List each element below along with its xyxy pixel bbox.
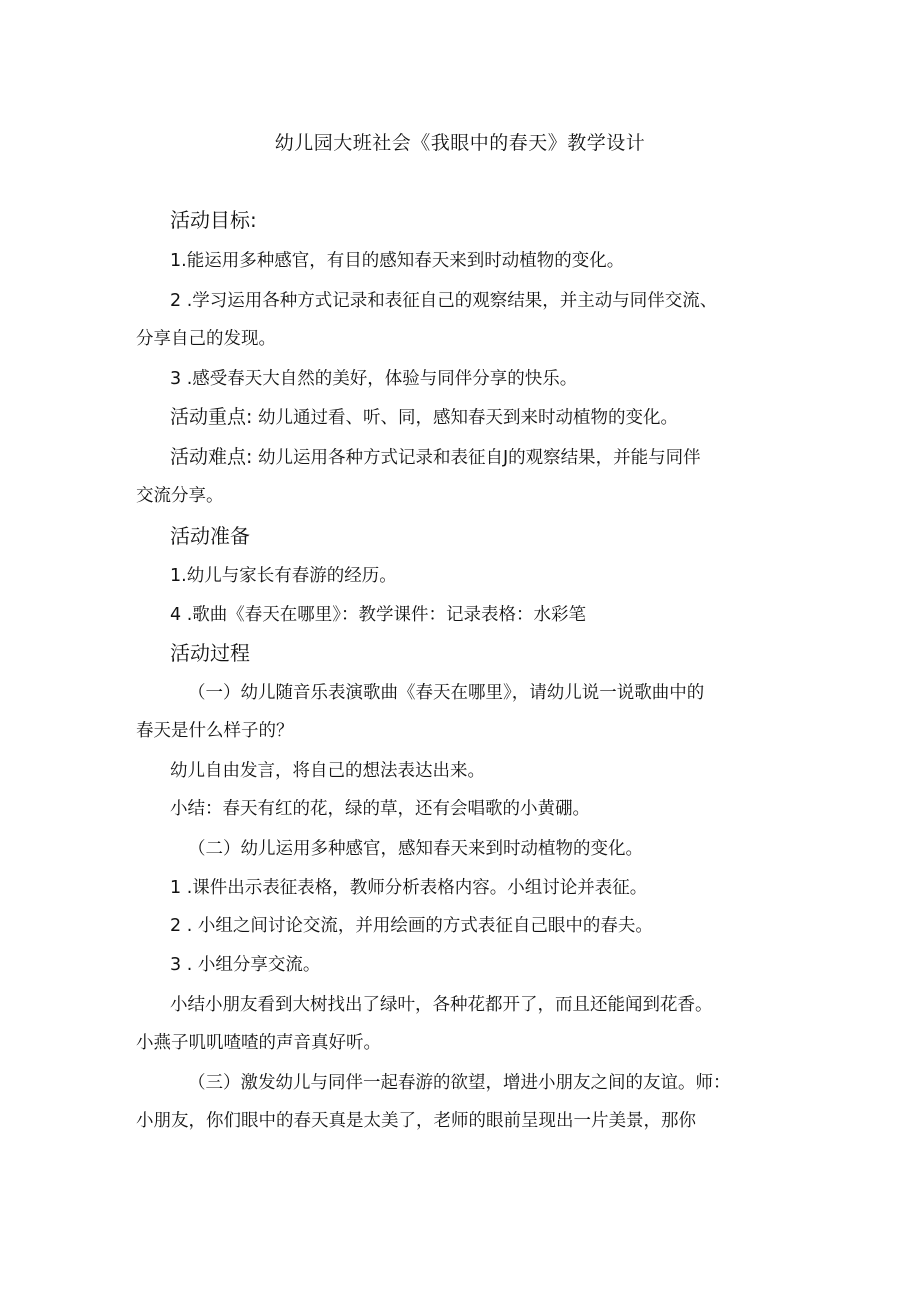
key-point-text: 幼儿通过看、听、同，感知春天到来时动植物的变化。 bbox=[257, 408, 678, 428]
process-p1-line-1: （一）幼儿随音乐表演歌曲《春天在哪里》，请幼儿说一说歌曲中的 bbox=[188, 683, 705, 703]
goal-item-1: 1.能运用多种感官，有目的感知春天来到时动植物的变化。 bbox=[170, 251, 625, 271]
preparation-item-1: 1.幼儿与家长有春游的经历。 bbox=[170, 566, 397, 586]
process-p9-line-1: （三）激发幼儿与同伴一起春游的欲望，增进小朋友之间的友谊。师： bbox=[188, 1073, 731, 1093]
difficulty-label: 活动难点: bbox=[170, 446, 253, 468]
goal-item-3: 3 .感受春天大自然的美好，体验与同伴分享的快乐。 bbox=[170, 369, 578, 389]
process-p2: 幼儿自由发言，将自己的想法表达出来。 bbox=[170, 761, 485, 781]
preparation-heading: 活动准备 bbox=[170, 524, 250, 548]
document-title: 幼儿园大班社会《我眼中的春天》教学设计 bbox=[274, 132, 646, 154]
process-p7: 3 . 小组分享交流。 bbox=[170, 955, 321, 975]
process-p6: 2 . 小组之间讨论交流，并用绘画的方式表征自己眼中的春夫。 bbox=[170, 916, 653, 936]
process-p1-line-2: 春天是什么样子的？ bbox=[136, 721, 294, 741]
difficulty-text-line-2: 交流分享。 bbox=[136, 486, 224, 506]
process-p4: （二）幼儿运用多种感官，感知春天来到时动植物的变化。 bbox=[188, 839, 643, 859]
process-p8-line-2: 小燕子叽叽喳喳的声音真好听。 bbox=[136, 1033, 381, 1053]
key-point-row bbox=[170, 405, 678, 430]
difficulty-row bbox=[170, 445, 701, 470]
difficulty-text-line-1: 幼儿运用各种方式记录和表征自J的观察结果，并能与同伴 bbox=[257, 448, 701, 468]
key-point-label: 活动重点: bbox=[170, 406, 253, 428]
process-p8-line-1: 小结小朋友看到大树找出了绿叶，各种花都开了，而且还能闻到花香。 bbox=[170, 995, 713, 1015]
goal-item-2-line-2: 分享自己的发现。 bbox=[136, 329, 276, 349]
process-heading: 活动过程 bbox=[170, 641, 250, 665]
process-p3: 小结：春天有红的花，绿的草，还有会唱歌的小黄硼。 bbox=[170, 799, 590, 819]
process-p9-line-2: 小朋友，你们眼中的春天真是太美了，老师的眼前呈现出一片美景，那你 bbox=[136, 1111, 696, 1131]
process-p5: 1 .课件出示表征表格，教师分析表格内容。小组讨论并表征。 bbox=[170, 878, 648, 898]
goal-item-2-line-1: 2 .学习运用各种方式记录和表征自己的观察结果，并主动与同伴交流、 bbox=[170, 291, 718, 311]
preparation-item-2: 4 .歌曲《春天在哪里》：教学课件：记录表格：水彩笔 bbox=[170, 605, 587, 625]
goals-heading: 活动目标: bbox=[170, 208, 257, 232]
